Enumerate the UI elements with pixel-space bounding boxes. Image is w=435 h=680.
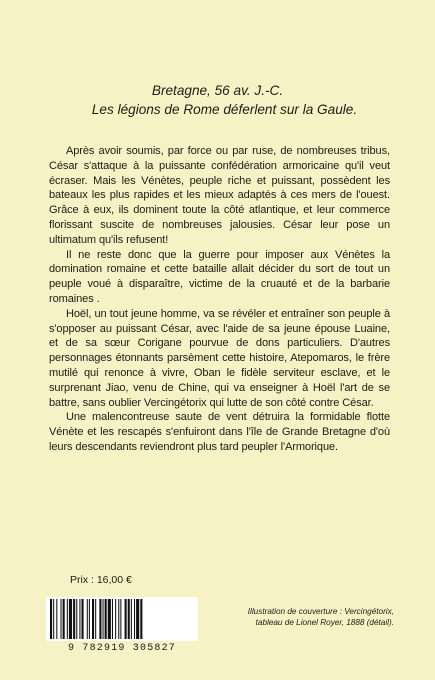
barcode-bar xyxy=(56,599,57,639)
barcode-bar xyxy=(67,599,68,639)
barcode-bar xyxy=(53,599,54,639)
barcode-bar xyxy=(63,599,65,639)
barcode-bar xyxy=(92,599,94,639)
price-label: Prix : 16,00 € xyxy=(70,574,132,586)
barcode-bar xyxy=(136,599,139,639)
blurb xyxy=(49,144,390,455)
barcode-bars xyxy=(46,597,198,641)
blurb-paragraph: Après avoir soumis, par force ou par ruse, de nombreuses tribus, César s'attaque à la puissante confédération armoricaine qu'il veut écraser. Mais les Vénètes, peuple riche et puissant, possèdent les bateaux les plus rapides et les mieux adaptés à ces mers de l'ouest. Grâce à eux, ils dominent toute la côté atlantique, et leur commerce florissant suscite de nombreuses jalousies. César leur pose un ultimatum qu'ils refusent! xyxy=(49,145,390,246)
barcode-bar xyxy=(73,599,75,639)
barcode-bar xyxy=(50,599,52,639)
barcode-bar xyxy=(89,599,90,639)
barcode-bar xyxy=(118,599,119,639)
credit-line: tableau de Lionel Royer, 1888 (détail). xyxy=(255,617,394,627)
barcode-bar xyxy=(61,599,62,639)
blurb-paragraph: Hoël, un tout jeune homme, va se révéler et entraîner son peuple à s'opposer au puissant César, avec l'aide de sa jeune épouse Luaine, et de sa sœur Corigane pourvue de dons particuliers. D'autres personnages étonnants parsèment cette histoire, Atepomaros, le frère mutilé qui renonce à vivre, Oban le fidèle serviteur esclave, et le surprenant Jiao, venu de Chine, qui va enseigner à Hoël l'art de se battre, sans oublier Vercingétorix qui lutte de son côté contre César. xyxy=(49,307,390,409)
blurb-paragraph: Il ne reste donc que la guerre pour imposer aux Vénètes la domination romaine et cette bataille allait décider du sort de tout un peuple voué à disparaître, victime de la cruauté et de la barbarie romaines . xyxy=(49,248,390,305)
barcode-bar xyxy=(99,599,101,639)
barcode-bar xyxy=(115,599,116,639)
barcode-bar xyxy=(79,599,80,639)
barcode-bar xyxy=(82,599,84,639)
barcode-bar xyxy=(95,599,96,639)
barcode-bar xyxy=(69,599,72,639)
barcode-bar xyxy=(103,599,104,639)
barcode-bar xyxy=(125,599,127,639)
barcode-image xyxy=(46,597,198,641)
blurb-paragraph: Une malencontreuse saute de vent détruira la formidable flotte Vénète et les rescapés s'enfuiront dans l'île de Grande Bretagne d'où leurs descendants reviendront plus tard peupler l'Armorique. xyxy=(49,411,390,453)
cover-heading xyxy=(40,81,395,119)
barcode-bar xyxy=(120,599,121,639)
barcode-bar xyxy=(128,599,130,639)
credit-line: Illustration de couverture : Vercingétorix, xyxy=(247,607,394,616)
barcode-bar xyxy=(76,599,77,639)
heading-tagline: Les légions de Rome déferlent sur la Gaule. xyxy=(91,102,358,117)
barcode-bar xyxy=(131,599,132,639)
barcode-digits: 9 782919 305827 xyxy=(67,643,176,654)
barcode-bar xyxy=(87,599,88,639)
barcode-bar xyxy=(105,599,107,639)
heading-place-date: Bretagne, 56 av. J.-C. xyxy=(151,83,284,98)
barcode-bar xyxy=(112,599,113,639)
cover-credit xyxy=(206,607,394,628)
barcode-bar xyxy=(140,599,142,639)
barcode-bar xyxy=(108,599,111,639)
barcode-bar xyxy=(134,599,135,639)
